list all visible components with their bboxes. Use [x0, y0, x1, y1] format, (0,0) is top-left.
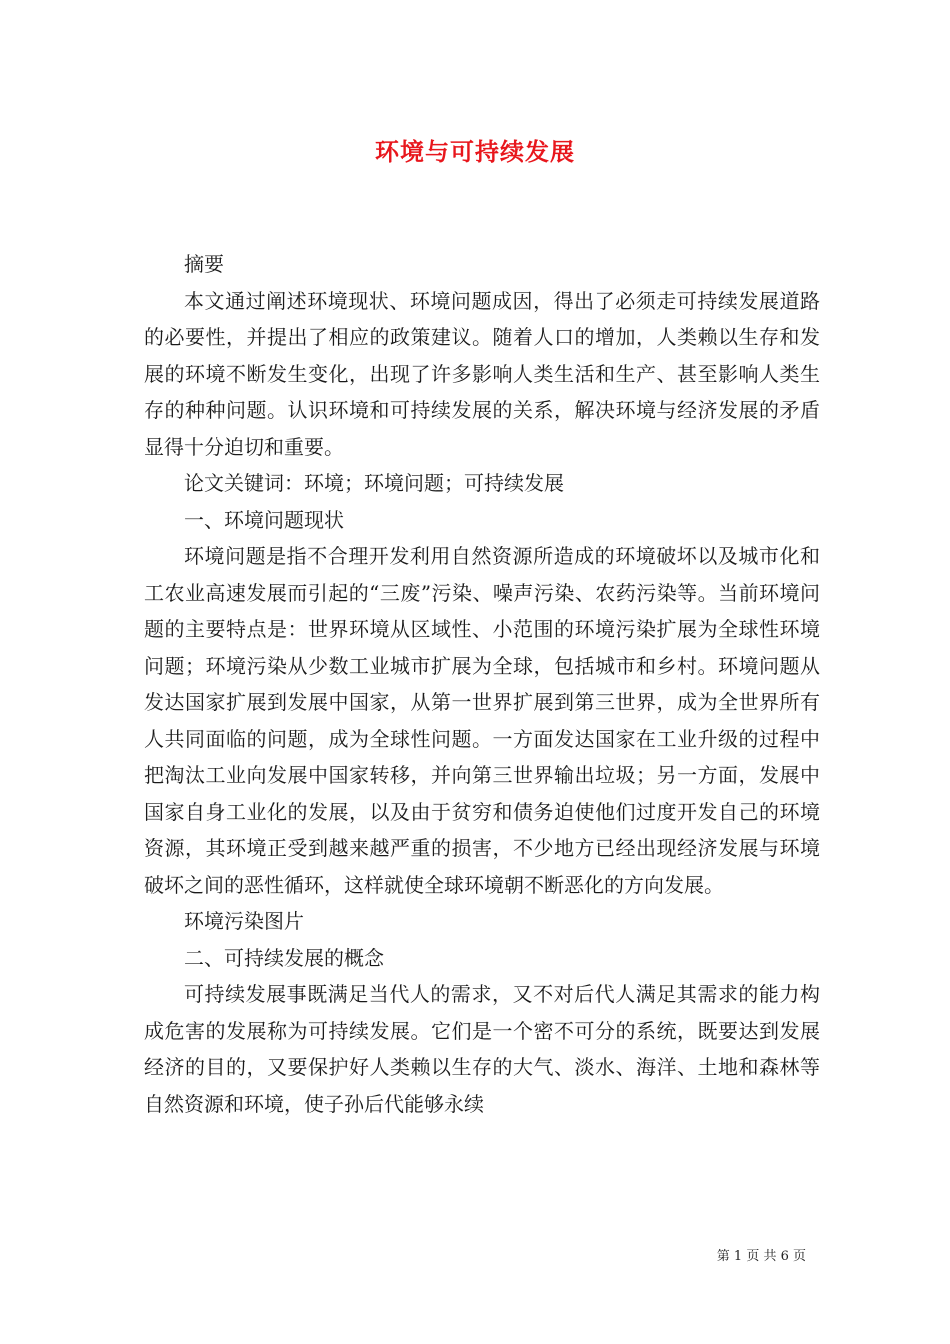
section-2-paragraph: 可持续发展事既满足当代人的需求，又不对后代人满足其需求的能力构成危害的发展称为可持续发展。它们是一个密不可分的系统，既要达到发展经济的目的，又要保护好人类赖以生存的大气、淡水、海洋、土地和森林等自然资源和环境，使子孙后代能够永续 — [144, 982, 820, 1116]
abstract-paragraph: 本文通过阐述环境现状、环境问题成因，得出了必须走可持续发展道路的必要性，并提出了相应的政策建议。随着人口的增加，人类赖以生存和发展的环境不断发生变化，出现了许多影响人类生活和生产、甚至影响人类生存的种种问题。认识环境和可持续发展的关系，解决环境与经济发展的矛盾显得十分迫切和重要。 — [144, 288, 820, 459]
heading-abstract: 摘要 — [184, 252, 224, 276]
section-heading-1: 一、环境问题现状 — [184, 507, 344, 532]
document-body — [144, 246, 820, 1122]
document-title: 环境与可持续发展 — [375, 138, 575, 166]
page-number: 第 1 页 共 6 页 — [716, 1249, 806, 1264]
keywords-line: 论文关键词：环境；环境问题；可持续发展 — [184, 471, 564, 495]
section-1-paragraph: 环境问题是指不合理开发利用自然资源所造成的环境破坏以及城市化和工农业高速发展而引起的“三废”污染、噪声污染、农药污染等。当前环境问题的主要特点是：世界环境从区域性、小范围的环境污染扩展为全球性环境问题；环境污染从少数工业城市扩展为全球，包括城市和乡村。环境问题从发达国家扩展到发展中国家，从第一世界扩展到第三世界，成为全世界所有人共同面临的问题，成为全球性问题。一方面发达国家在工业升级的过程中把淘汰工业向发展中国家转移，并向第三世界输出垃圾；另一方面，发展中国家自身工业化的发展，以及由于贫穷和债务迫使他们过度开发自己的环境资源，其环境正受到越来越严重的损害，不少地方已经出现经济发展与环境破坏之间的恶性循环，这样就使全球环境朝不断恶化的方向发展。 — [144, 544, 820, 897]
section-heading-2: 二、可持续发展的概念 — [184, 945, 384, 970]
image-caption: 环境污染图片 — [184, 909, 304, 933]
